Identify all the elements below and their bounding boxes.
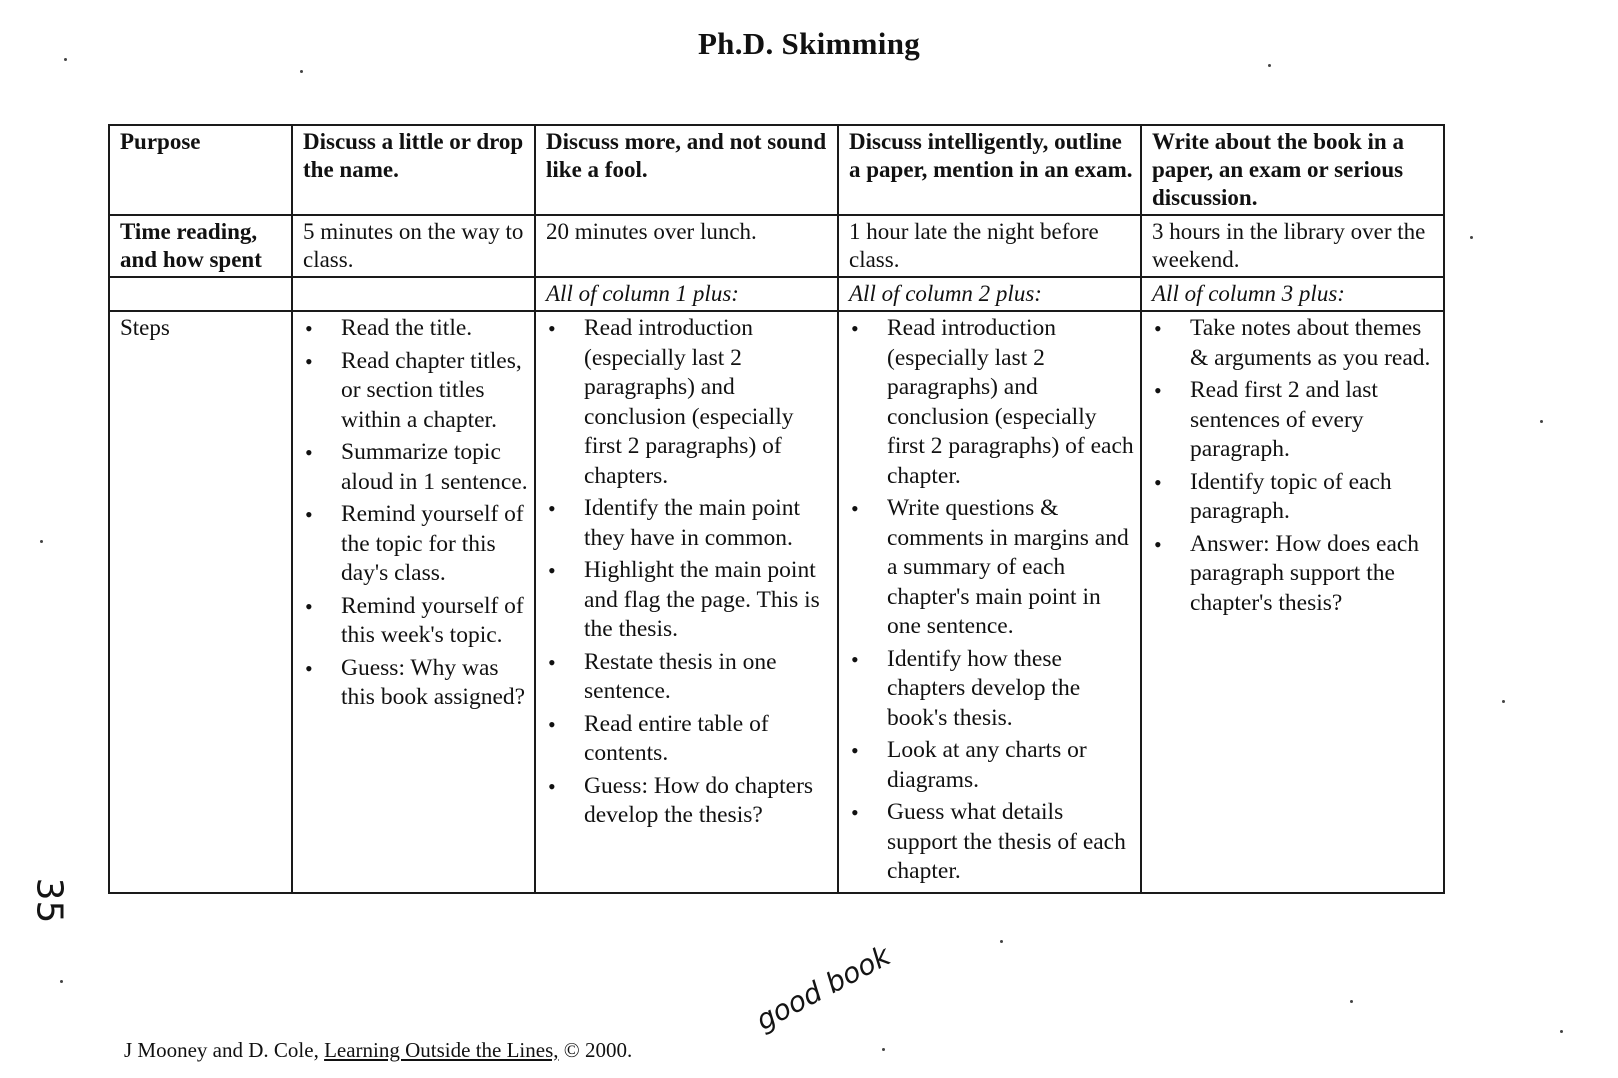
list-item: • Guess what details support the thesis of each chapter. — [887, 798, 1134, 887]
scan-speck — [300, 70, 303, 73]
page-title: Ph.D. Skimming — [697, 26, 921, 61]
plus-cell: All of column 2 plus: — [838, 277, 1141, 311]
steps-cell-col1 — [292, 311, 535, 893]
list-item: • Read first 2 and last sentences of every paragraph. — [1190, 376, 1437, 465]
time-cell: 20 minutes over lunch. — [535, 215, 838, 277]
list-item: • Read entire table of contents. — [584, 710, 831, 769]
list-item: • Take notes about themes & arguments as you read. — [1190, 314, 1437, 373]
list-item: • Summarize topic aloud in 1 sentence. — [341, 438, 528, 497]
list-item: • Restate thesis in one sentence. — [584, 648, 831, 707]
plus-label-empty — [109, 277, 292, 311]
scan-speck — [40, 540, 43, 543]
purpose-row — [109, 125, 1444, 215]
list-item: • Guess: Why was this book assigned? — [341, 654, 528, 713]
citation-copyright: © 2000. — [563, 1038, 633, 1062]
scan-speck — [1502, 700, 1505, 703]
steps-label: Steps — [109, 311, 292, 893]
list-item: • Identify topic of each paragraph. — [1190, 468, 1437, 527]
time-cell: 1 hour late the night before class. — [838, 215, 1141, 277]
scan-speck — [1000, 940, 1003, 943]
scan-speck — [1560, 1030, 1563, 1033]
plus-row — [109, 277, 1444, 311]
steps-cell-col3 — [838, 311, 1141, 893]
scan-speck — [64, 58, 67, 61]
plus-cell — [292, 277, 535, 311]
list-item: • Read the title. — [341, 314, 528, 344]
list-item: • Identify how these chapters develop the book's thesis. — [887, 645, 1134, 734]
list-item: • Guess: How do chapters develop the thesis? — [584, 772, 831, 831]
steps-row — [109, 311, 1444, 893]
citation-authors: J Mooney and D. Cole, — [124, 1038, 319, 1062]
scan-speck — [1350, 1000, 1353, 1003]
purpose-cell: Write about the book in a paper, an exam or serious discussion. — [1141, 125, 1444, 215]
list-item: • Write questions & comments in margins and a summary of each chapter's main point in one sentence. — [887, 494, 1134, 642]
time-cell: 5 minutes on the way to class. — [292, 215, 535, 277]
list-item: • Remind yourself of this week's topic. — [341, 592, 528, 651]
citation-book-title: Learning Outside the Lines, — [324, 1038, 559, 1062]
steps-cell-col2 — [535, 311, 838, 893]
plus-cell: All of column 1 plus: — [535, 277, 838, 311]
steps-list — [546, 314, 831, 831]
time-label: Time reading, and how spent — [109, 215, 292, 277]
list-item: • Read introduction (especially last 2 paragraphs) and conclusion (especially first 2 paragraphs) of each chapter. — [887, 314, 1134, 491]
handwritten-note: good book — [750, 938, 896, 1037]
steps-cell-col4 — [1141, 311, 1444, 893]
list-item: • Read introduction (especially last 2 paragraphs) and conclusion (especially first 2 paragraphs) of chapters. — [584, 314, 831, 491]
scan-speck — [1540, 420, 1543, 423]
list-item: • Read chapter titles, or section titles within a chapter. — [341, 347, 528, 436]
purpose-cell: Discuss more, and not sound like a fool. — [535, 125, 838, 215]
list-item: • Look at any charts or diagrams. — [887, 736, 1134, 795]
citation-footer — [124, 1038, 632, 1063]
handwritten-page-number: 35 — [28, 877, 70, 924]
scan-speck — [1470, 236, 1473, 239]
list-item: • Highlight the main point and flag the page. This is the thesis. — [584, 556, 831, 645]
skimming-table — [108, 124, 1445, 894]
plus-cell: All of column 3 plus: — [1141, 277, 1444, 311]
scan-speck — [1268, 64, 1271, 67]
scan-speck — [60, 980, 63, 983]
steps-list — [1152, 314, 1437, 618]
steps-list — [303, 314, 528, 713]
steps-list — [849, 314, 1134, 887]
list-item: • Answer: How does each paragraph support the chapter's thesis? — [1190, 530, 1437, 619]
purpose-cell: Discuss intelligently, outline a paper, mention in an exam. — [838, 125, 1141, 215]
purpose-cell: Discuss a little or drop the name. — [292, 125, 535, 215]
list-item: • Remind yourself of the topic for this day's class. — [341, 500, 528, 589]
list-item: • Identify the main point they have in common. — [584, 494, 831, 553]
scan-speck — [882, 1048, 885, 1051]
time-cell: 3 hours in the library over the weekend. — [1141, 215, 1444, 277]
time-row — [109, 215, 1444, 277]
purpose-label: Purpose — [109, 125, 292, 215]
